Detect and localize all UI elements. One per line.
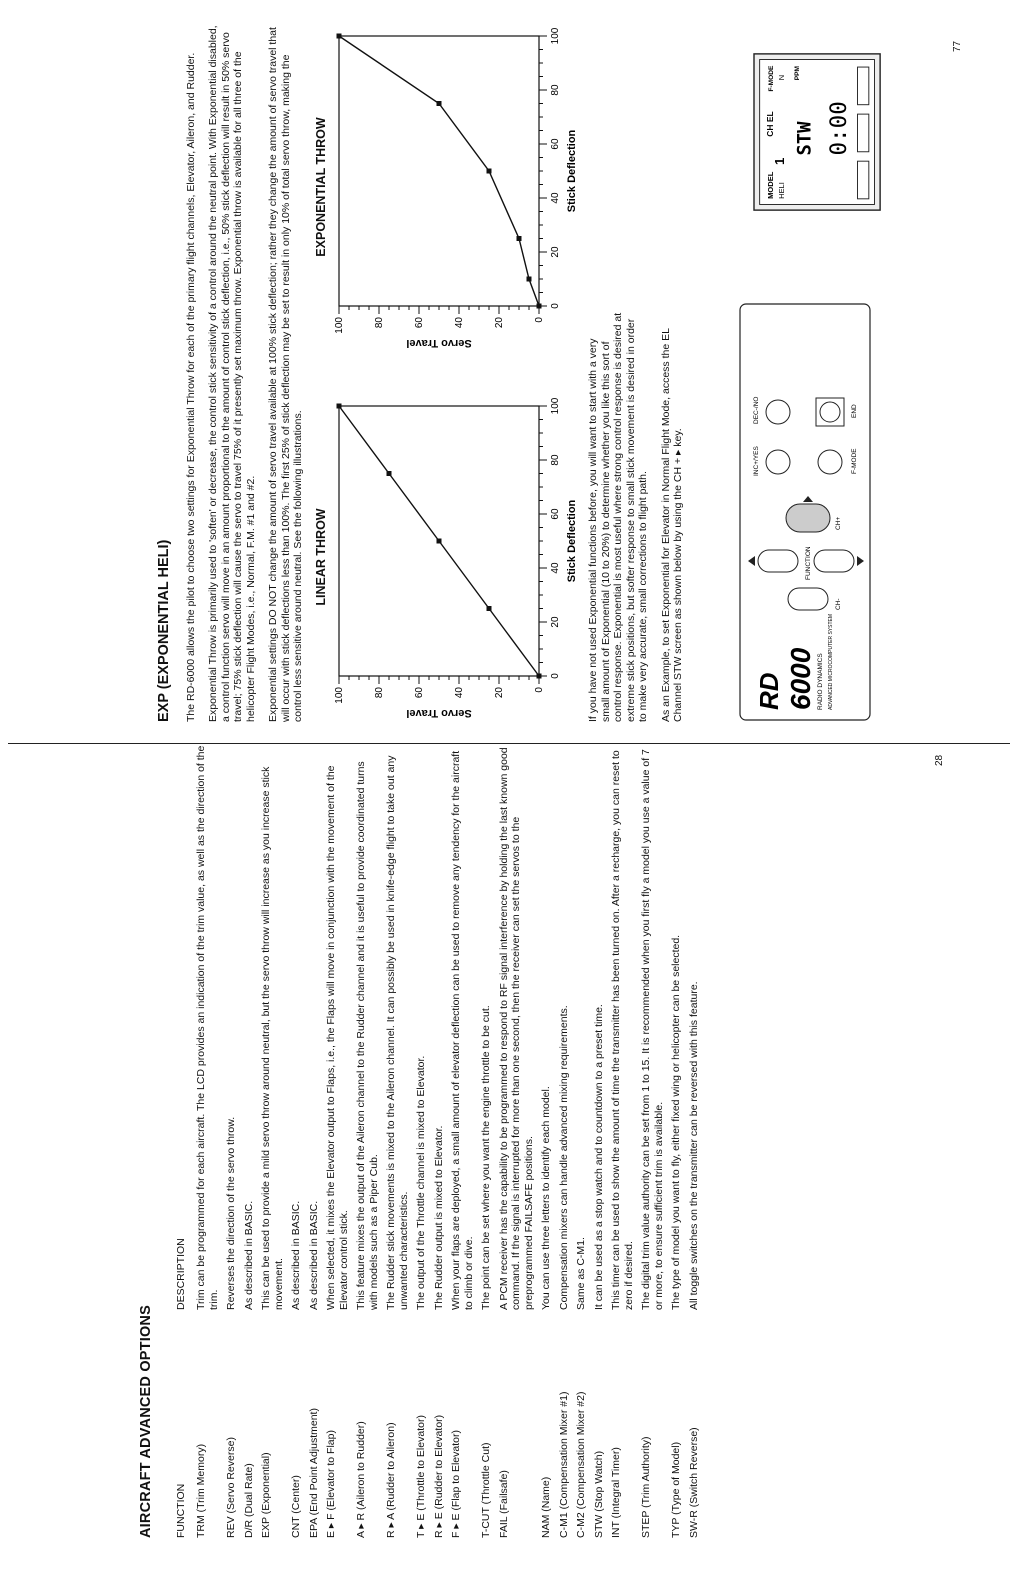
data-point [387, 471, 392, 476]
option-description: The point can be set where you want the engine throttle to be cut. [480, 1005, 492, 1310]
svg-text:INC+/YES: INC+/YES [753, 446, 760, 476]
option-description: This feature mixes the output of the Aileron channel to the Rudder channel and it is useful to provide coordinated turns with models such as a Piper Cub. [355, 761, 380, 1310]
option-row [688, 743, 701, 1538]
option-row [540, 743, 553, 1538]
option-row [498, 743, 536, 1538]
option-row [225, 743, 238, 1538]
brand-sub: RADIO DYNAMICS [817, 653, 824, 710]
option-function: A ▸ R (Aileron to Rudder) [355, 1421, 367, 1538]
svg-text:F-MODE: F-MODE [851, 448, 858, 474]
option-row [480, 743, 493, 1538]
option-description: The Rudder output is mixed to Elevator. [432, 1125, 445, 1310]
exp-para-4: If you have not used Exponential functions before, you will want to start with a very small amount of Exponential (10 to 20%) to determine whether you like this sort of control response. Exponential is most useful where strong control response is desired at extreme stick positions, but softer response to small stick movement is desired in order to make very accurate, small corrections to flight path. [587, 312, 649, 722]
x-tick-label: 80 [550, 84, 561, 96]
option-row [325, 743, 350, 1538]
ch-minus-key[interactable] [788, 588, 842, 610]
option-function: T-CUT (Throttle Cut) [480, 1442, 492, 1538]
data-point [437, 101, 442, 106]
option-description: This can be used to provide a mild servo throw around neutral, but the servo throw will increase as you increase stick movement. [260, 766, 285, 1310]
function-label: FUNCTION [805, 546, 812, 580]
option-description: Reverses the direction of the servo throw. [225, 1116, 237, 1310]
option-row [308, 743, 321, 1538]
options-header [175, 743, 188, 1538]
data-point [517, 236, 522, 241]
x-tick-label: 80 [550, 454, 561, 466]
option-row [415, 743, 428, 1538]
data-point [537, 304, 542, 309]
option-function: REV (Servo Reverse) [225, 1437, 237, 1538]
data-point [537, 674, 542, 679]
option-function: F ▸ E (Flap to Elevator) [450, 1430, 462, 1538]
x-tick-label: 0 [550, 673, 561, 679]
y-axis-label: Servo Travel [406, 707, 472, 719]
inc-yes-key[interactable] [753, 446, 790, 476]
x-axis-label: Stick Deflection [566, 499, 578, 583]
arrow-up-icon [748, 556, 755, 566]
function-up-key[interactable] [748, 550, 798, 572]
option-row [575, 743, 588, 1538]
option-row [195, 743, 220, 1538]
option-description: Same as C-M1. [575, 1237, 587, 1310]
exponential-throw-chart [315, 22, 582, 352]
function-header: FUNCTION [174, 1483, 187, 1538]
option-function: STW (Stop Watch) [592, 1450, 605, 1538]
exp-para-5: As an Example, to set Exponential for Elevator in Normal Flight Mode, access the EL Channel STW screen as shown below by using the CH + ▸ key. [659, 328, 684, 722]
option-row [355, 743, 380, 1538]
y-axis-label: Servo Travel [406, 337, 472, 349]
option-function: FAIL (Failsafe) [497, 1470, 510, 1538]
plot-frame [339, 36, 539, 306]
option-row [593, 743, 606, 1538]
lcd-fmode-value: N [777, 74, 787, 81]
option-function: R ▸ E (Rudder to Elevator) [432, 1414, 445, 1538]
svg-text:CH-: CH- [835, 598, 842, 610]
option-function: R ▸ A (Rudder to Aileron) [385, 1422, 397, 1538]
option-row [610, 743, 635, 1538]
option-description: As described in BASIC. [242, 1200, 255, 1310]
y-tick-label: 80 [374, 687, 385, 699]
advanced-options-title: AIRCRAFT ADVANCED OPTIONS [138, 1305, 154, 1538]
option-description: The digital trim value authority can be set from 1 to 15. It is recommended when you first fly a model you use a value of 7 or more, to ensure sufficient trim is available. [640, 749, 665, 1310]
x-tick-label: 60 [550, 138, 561, 150]
option-description: Trim can be programmed for each aircraft. The LCD provides an indication of the trim value, as well as the direction of the trim. [195, 745, 220, 1310]
description-header: DESCRIPTION [174, 1238, 187, 1310]
option-row [558, 743, 571, 1538]
y-tick-label: 60 [414, 687, 425, 699]
linear-chart-title: LINEAR THROW [313, 508, 328, 606]
lcd-ppm: PPM [794, 65, 802, 81]
y-tick-label: 20 [494, 687, 505, 699]
option-function: EPA (End Point Adjustment) [307, 1408, 320, 1538]
arrow-right-icon [803, 496, 813, 502]
transmitter-keypad [738, 302, 888, 722]
option-function: D/R (Dual Rate) [242, 1463, 255, 1538]
option-description: The type of model you want to fly, either fixed wing or helicopter can be selected. [670, 934, 682, 1310]
options-table [195, 743, 700, 1538]
brand-6000: 6000 [785, 647, 816, 710]
data-point [527, 277, 532, 282]
x-tick-label: 40 [550, 562, 561, 574]
x-axis-label: Stick Deflection [566, 129, 578, 213]
x-tick-label: 40 [550, 192, 561, 204]
brand-sub2: ADVANCED MICROCOMPUTER SYSTEM [828, 613, 834, 710]
option-description: A PCM receiver has the capability to be programmed to respond to RF signal interference by holding the last known good command. If the signal is interrupted for more than one second, then the receiver can set the servos to the preprogrammed FAILSAFE positions. [497, 747, 535, 1310]
option-row [290, 743, 303, 1538]
x-tick-label: 60 [550, 508, 561, 520]
f-mode-key[interactable] [818, 448, 858, 474]
data-point [337, 404, 342, 409]
option-description: You can use three letters to identify each model. [540, 1086, 552, 1310]
option-row [433, 743, 446, 1538]
exp-heli-title: EXP (EXPONENTIAL HELI) [156, 539, 172, 722]
option-function: NAM (Name) [540, 1476, 552, 1538]
linear-throw-chart [315, 392, 582, 722]
svg-text:END: END [851, 404, 858, 418]
page-number-28: 28 [934, 754, 945, 766]
option-description: When your flaps are deployed, a small amount of elevator deflection can be used to remove any tendency for the aircraft to climb or dive. [450, 750, 475, 1310]
option-row [450, 743, 475, 1538]
svg-text:CH+: CH+ [835, 516, 842, 530]
data-point [437, 539, 442, 544]
x-tick-label: 0 [550, 303, 561, 309]
arrow-down-icon [857, 556, 864, 566]
exp-para-2: Exponential Throw is primarily used to 'soften' or decrease, the control stick sensitivity of a control around the neutral point. With Exponential disabled, a control function servo will move in an amount proportional to the amount of control stick deflection, i.e., 50% stick deflection will result in 50% servo travel; 75% stick deflection will cause the servo to travel 75% of it presently set maximum throw. Exponential throw is available for all three of the helicopter Flight Modes, i.e., Normal, F.M. #1 and #2. [207, 25, 257, 722]
option-row [260, 743, 285, 1538]
option-description: When selected, it mixes the Elevator output to Flaps, i.e., the Flaps will move in conjunction with the movement of the Elevator control stick. [325, 765, 350, 1310]
exp-para-3: Exponential settings DO NOT change the amount of servo travel available at 100% stick deflection; rather they change the amount of servo travel that will occur with stick deflections less than 100%. The first 25% of stick deflection may be set to result in only 10% of total servo throw, making the control less sensitive around neutral. See the following illustrations. [267, 27, 304, 722]
data-point [337, 34, 342, 39]
x-tick-label: 100 [550, 27, 561, 45]
x-tick-label: 20 [550, 246, 561, 258]
lcd-ch-el: CH EL [764, 111, 775, 137]
option-description: As described in BASIC. [307, 1200, 320, 1310]
data-point [487, 169, 492, 174]
lcd-time: 0:00 [826, 101, 853, 156]
dec-no-key[interactable] [753, 397, 790, 424]
function-down-key[interactable] [814, 550, 864, 572]
option-description: The Rudder stick movements is mixed to the Aileron channel. It can possibly be used in knife-edge flight to take out any unwanted characteristics. [385, 755, 410, 1310]
option-row [243, 743, 256, 1538]
aircraft-advanced-options-page [140, 743, 740, 1538]
exponential-chart-title: EXPONENTIAL THROW [313, 117, 328, 257]
y-tick-label: 100 [334, 687, 345, 704]
exp-heli-page [158, 22, 878, 722]
page-number-77: 77 [952, 40, 963, 52]
linear-chart-svg [331, 392, 581, 722]
lcd-heli-label: HELI [777, 182, 787, 199]
option-function: E ▸ F (Elevator to Flap) [325, 1430, 337, 1538]
y-tick-label: 100 [334, 317, 345, 334]
option-description: The output of the Throttle channel is mixed to Elevator. [415, 1055, 427, 1310]
end-key[interactable] [816, 398, 858, 426]
option-function: C-M2 (Compensation Mixer #2) [575, 1391, 587, 1538]
option-function: T ▸ E (Throttle to Elevator) [415, 1415, 427, 1538]
exp-para-1: The RD-6000 allows the pilot to choose two settings for Exponential Throw for each of the primary flight channels, Elevator, Aileron, and Rudder. [184, 52, 197, 722]
lcd-fmode-label: F-MODE [767, 65, 775, 92]
option-description: All toggle switches on the transmitter can be reversed with this feature. [687, 981, 700, 1310]
option-function: SW-R (Switch Reverse) [687, 1427, 700, 1538]
lcd-digit: 1 [772, 157, 788, 165]
x-tick-label: 100 [550, 397, 561, 415]
lcd-screen [738, 52, 898, 212]
option-function: CNT (Center) [290, 1475, 302, 1538]
lcd-model-label: MODEL [765, 171, 775, 199]
option-description: As described in BASIC. [290, 1200, 302, 1310]
option-function: STEP (Trim Authority) [640, 1436, 652, 1538]
brand-rd: RD [754, 672, 784, 710]
y-tick-label: 60 [414, 317, 425, 329]
ch-plus-key[interactable] [786, 496, 842, 532]
y-tick-label: 0 [534, 687, 545, 693]
y-tick-label: 40 [454, 317, 465, 329]
y-tick-label: 0 [534, 317, 545, 323]
lcd-stw: STW [794, 121, 816, 156]
x-tick-label: 20 [550, 616, 561, 628]
exponential-chart-svg [331, 22, 581, 352]
option-function: EXP (Exponential) [260, 1452, 272, 1538]
option-function: TRM (Trim Memory) [195, 1443, 207, 1538]
option-description: This timer can be used to show the amount of time the transmitter has been turned on. After a recharge, you can reset to zero if desired. [610, 750, 635, 1310]
option-row [670, 743, 683, 1538]
y-tick-label: 40 [454, 687, 465, 699]
option-description: It can be used as a stop watch and to countdown to a preset time. [592, 1004, 605, 1310]
svg-text:DEC-/NO: DEC-/NO [753, 396, 760, 424]
throw-charts [315, 22, 582, 722]
throw-line [339, 36, 539, 306]
option-function: INT (Integral Timer) [610, 1447, 622, 1538]
y-tick-label: 80 [374, 317, 385, 329]
option-row [640, 743, 665, 1538]
option-function: C-M1 (Compensation Mixer #1) [557, 1391, 570, 1538]
option-description: Compensation mixers can handle advanced mixing requirements. [557, 1005, 570, 1310]
option-row [385, 743, 410, 1538]
option-function: TYP (Type of Model) [670, 1441, 682, 1538]
data-point [487, 606, 492, 611]
y-tick-label: 20 [494, 317, 505, 329]
